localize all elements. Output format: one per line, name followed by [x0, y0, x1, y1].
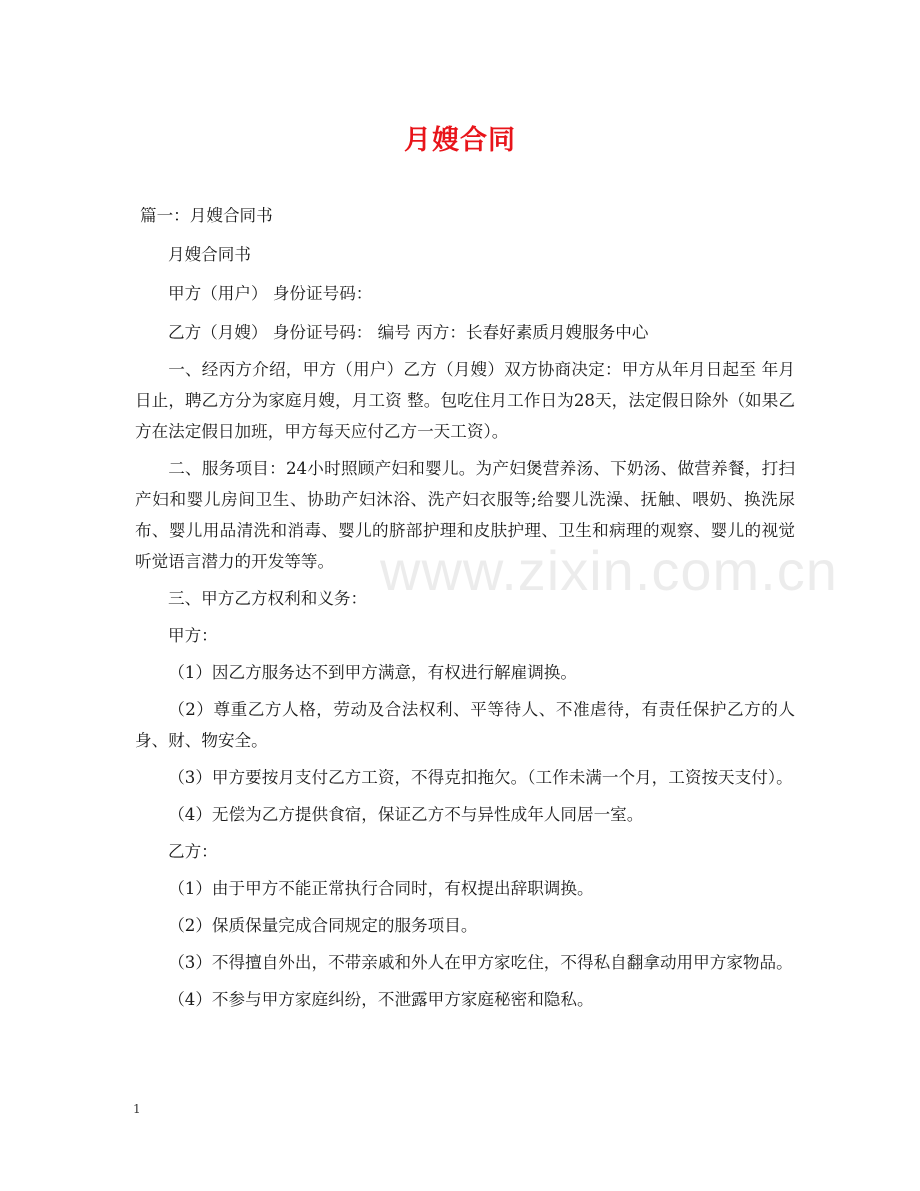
party-b-item: （1）由于甲方不能正常执行合同时，有权提出辞职调换。	[168, 879, 594, 898]
contract-subtitle: 月嫂合同书	[168, 245, 251, 264]
clause-1: 一、经丙方介绍，甲方（用户）乙方（月嫂）双方协商决定：甲方从年月日起至 年月 日止，聘乙方分为家庭月嫂，月工资 整。包吃住月工作日为28天，法定假日除外（如果乙方在法定假日加班，甲方每天应付乙方一天工资）。	[135, 360, 795, 441]
party-b-item: （4）不参与甲方家庭纠纷，不泄露甲方家庭秘密和隐私。	[168, 990, 594, 1009]
section-heading: 篇一：月嫂合同书	[140, 206, 273, 225]
party-a-item: （3）甲方要按月支付乙方工资，不得克扣拖欠。（工作未满一个月，工资按天支付）。	[168, 768, 793, 787]
watermark-text: www.zixin.com.cn	[380, 539, 838, 602]
document-title: 月嫂合同	[404, 125, 516, 156]
page-number: 1	[133, 1102, 141, 1116]
clause-2: 二、服务项目：24小时照顾产妇和婴儿。为产妇煲营养汤、下奶汤、做营养餐，打扫产妇和婴儿房间卫生、协助产妇沐浴、洗产妇衣服等;给婴儿洗澡、抚触、喂奶、换洗尿布、婴儿用品清洗和消毒、婴儿的脐部护理和皮肤护理、卫生和病理的观察、婴儿的视觉听觉语言潜力的开发等等。	[135, 459, 795, 571]
party-b-id-line: 乙方（月嫂） 身份证号码： 编号 丙方：长春好素质月嫂服务中心	[168, 323, 649, 342]
party-a-item: （4）无偿为乙方提供食宿，保证乙方不与异性成年人同居一室。	[168, 805, 644, 824]
document-body	[135, 200, 795, 1015]
clause-3-heading: 三、甲方乙方权利和义务：	[168, 589, 368, 608]
party-a-label: 甲方：	[168, 626, 218, 645]
party-a-item: （1）因乙方服务达不到甲方满意，有权进行解雇调换。	[168, 663, 577, 682]
party-a-item: （2）尊重乙方人格，劳动及合法权利、平等待人、不准虐待，有责任保护乙方的人身、财、物安全。	[135, 700, 795, 750]
party-b-item: （2）保质保量完成合同规定的服务项目。	[168, 916, 478, 935]
party-b-label: 乙方：	[168, 842, 218, 861]
party-b-item: （3）不得擅自外出，不带亲戚和外人在甲方家吃住，不得私自翻拿动用甲方家物品。	[168, 953, 793, 972]
party-a-id-line: 甲方（用户） 身份证号码：	[168, 284, 373, 303]
